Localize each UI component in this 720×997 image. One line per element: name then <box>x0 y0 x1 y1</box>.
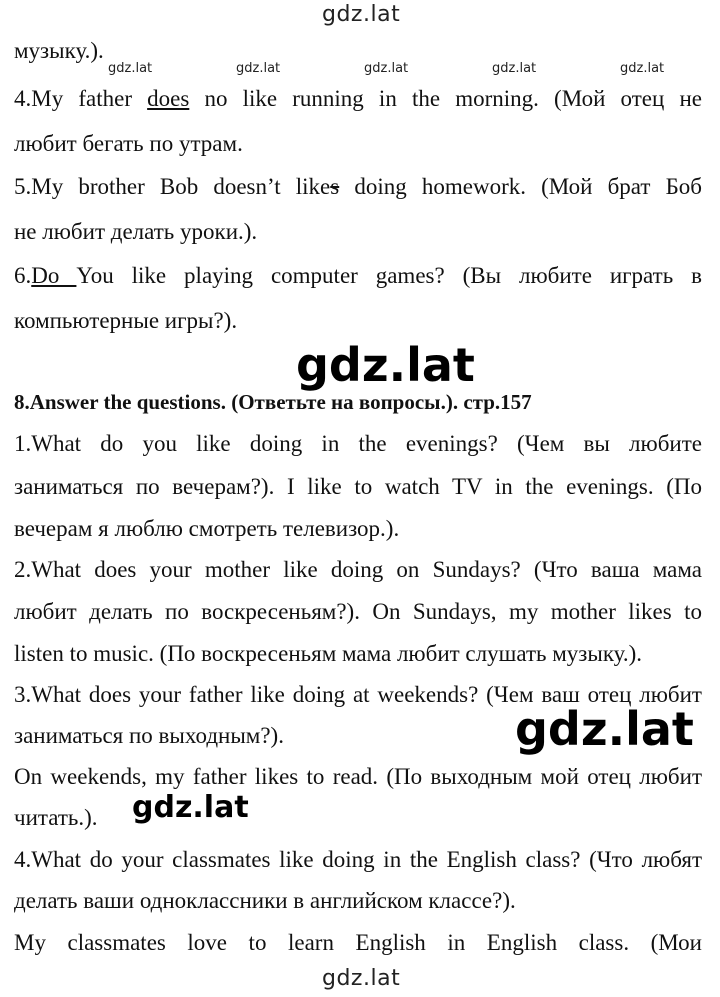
watermark-bottom: gdz.lat <box>322 966 401 991</box>
text-line: вечерам я люблю смотреть телевизор.). <box>14 516 400 541</box>
text-fragment: 4.My father <box>14 86 148 111</box>
text-line: не любит делать уроки.). <box>14 219 258 244</box>
text-line <box>14 172 702 202</box>
text-line <box>14 84 702 114</box>
watermark-large: gdz.lat <box>515 702 694 756</box>
text-fragment: 5.My brother Bob doesn’t like <box>14 174 331 199</box>
watermark-small: gdz.lat <box>492 61 537 76</box>
underlined-word: does <box>147 86 190 111</box>
section-heading: 8.Answer the questions. (Ответьте на вопросы.). стр.157 <box>14 390 532 414</box>
text-line: 2.What does your mother like doing on Sundays? (Что ваша мама <box>14 557 702 582</box>
struck-letter: s <box>330 174 340 199</box>
text-line: On weekends, my father likes to read. (По выходным мой отец любит <box>14 764 702 789</box>
watermark-small: gdz.lat <box>364 61 409 76</box>
text-line: компьютерные игры?). <box>14 308 238 333</box>
text-line: My classmates love to learn English in English class. (Мои <box>14 930 702 955</box>
watermark-large: gdz.lat <box>296 338 475 392</box>
watermark-small: gdz.lat <box>620 61 665 76</box>
text-line: читать.). <box>14 805 98 830</box>
text-fragment: 6. <box>14 263 32 288</box>
text-line: 1.What do you like doing in the evenings? (Чем вы любите <box>14 431 702 456</box>
text-fragment: You like playing computer games? (Вы любите играть в <box>76 263 702 288</box>
watermark-small: gdz.lat <box>108 61 153 76</box>
text-line <box>14 261 702 291</box>
watermark-top: gdz.lat <box>322 2 401 27</box>
text-line: 3.What does your father like doing at weekends? (Чем ваш отец любит <box>14 682 702 707</box>
watermark-small: gdz.lat <box>236 61 281 76</box>
text-fragment: no like running in the morning. (Мой отец не <box>189 86 702 111</box>
text-line: музыку.). <box>14 38 104 63</box>
text-line: любит делать по воскресеньям?). On Sundays, my mother likes to <box>14 599 702 624</box>
watermark-medium: gdz.lat <box>132 790 249 825</box>
text-line: заниматься по вечерам?). I like to watch TV in the evenings. (По <box>14 474 702 499</box>
text-line: listen to music. (По воскресеньям мама любит слушать музыку.). <box>14 641 643 666</box>
underlined-word: Do <box>31 263 77 288</box>
text-line: заниматься по выходным?). <box>14 723 284 748</box>
text-line: любит бегать по утрам. <box>14 131 243 156</box>
text-fragment: doing homework. (Мой брат Боб <box>339 174 702 199</box>
text-line: делать ваши одноклассники в английском классе?). <box>14 888 516 913</box>
text-line: 4.What do your classmates like doing in the English class? (Что любят <box>14 847 702 872</box>
